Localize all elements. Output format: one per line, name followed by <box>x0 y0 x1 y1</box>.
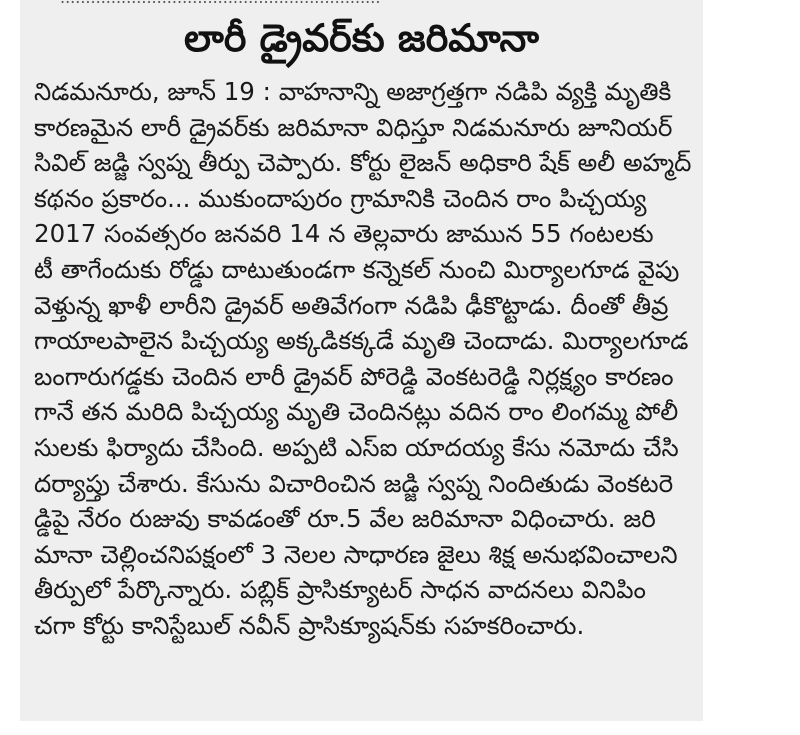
newspaper-clipping <box>20 0 703 721</box>
article-line: సులకు ఫిర్యాదు చేసింది. అప్పటి ఎస్ఐ యాదయ్య కేసు నమోదు చేసి <box>34 432 679 462</box>
article-line: మానా చెల్లించనిపక్షంలో 3 నెలల సాధారణ జైలు శిక్ష అనుభవించాలని <box>34 539 678 569</box>
article-line: కారణమైన లారీ డ్రైవర్‌కు జరిమానా విధిస్తూ నిడమనూరు జూనియర్ <box>34 112 673 142</box>
cut-off-previous-text <box>60 0 660 5</box>
article-line: కథనం ప్రకారం... ముకుందాపురం గ్రామానికి చెందిన రాం పిచ్చయ్య <box>34 183 647 213</box>
article-line: చగా కోర్టు కానిస్టేబుల్ నవీన్ ప్రాసిక్యూషన్‌కు సహకరించారు. <box>34 610 585 640</box>
article-line: తీర్పులో పేర్కొన్నారు. పబ్లిక్ ప్రాసిక్యూటర్ సాధన వాదనలు వినిపిం <box>34 575 646 605</box>
article-line: టీ తాగేందుకు రోడ్డు దాటుతుండగా కన్నెకల్ నుంచి మిర్యాలగూడ వైపు <box>34 254 680 284</box>
article-line: గానే తన మరిది పిచ్చయ్య మృతి చెందినట్లు వదిన రాం లింగమ్మ పోలీ <box>34 397 679 427</box>
article-line: దర్యాప్తు చేశారు. కేసును విచారించిన జడ్జి స్వప్న నిందితుడు వెంకటరె <box>34 468 674 498</box>
article-line: బంగారుగడ్డకు చెందిన లారీ డ్రైవర్ పోరెడ్డి వెంకటరెడ్డి నిర్లక్ష్యం కారణం <box>34 361 674 391</box>
article-line: నిడమనూరు, జూన్ 19 : వాహనాన్ని అజాగ్రత్తగా నడిపి వ్యక్తి మృతికి <box>34 77 672 106</box>
article-line: గాయాలపాలైన పిచ్చయ్య అక్కడికక్కడే మృతి చెందాడు. మిర్యాలగూడ <box>34 326 689 356</box>
article-line: డ్డిపై నేరం రుజువు కావడంతో రూ.5 వేల జరిమానా విధించారు. జరి <box>34 504 656 534</box>
article-line: 2017 సంవత్సరం జనవరి 14 న తెల్లవారు జామున 55 గంటలకు <box>34 219 654 249</box>
article-body <box>34 74 694 644</box>
article-line: వెళ్తున్న ఖాళీ లారీని డ్రైవర్ అతివేగంగా నడిపి ఢీకొట్టాడు. దీంతో తీవ్ర <box>34 290 669 320</box>
article-headline: లారీ డ్రైవర్‌కు జరిమానా <box>184 16 539 60</box>
article-line: సివిల్ జడ్జి స్వప్న తీర్పు చెప్పారు. కోర్టు లైజన్ అధికారి షేక్ అలీ అహ్మద్ <box>34 148 692 178</box>
